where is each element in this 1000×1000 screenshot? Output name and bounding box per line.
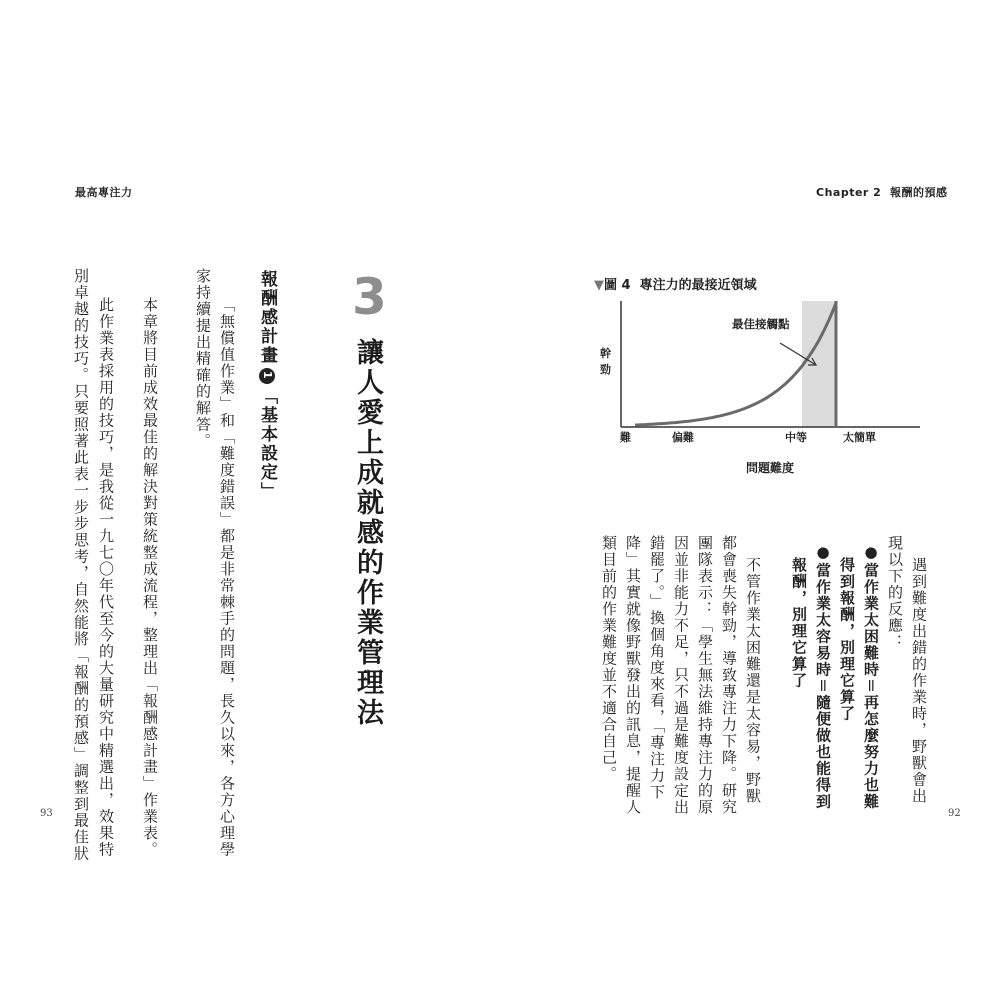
figure-caption [594,274,757,293]
body-column-4: 此作業表採用的技巧，是我從一九七〇年代至今的大量研究中精選出，效果特 [97,297,115,858]
x-tick-label: 中等 [785,431,807,444]
body-column-5: 別卓越的技巧。只要照著此表一步步思考，自然能將「報酬的預感」調整到最佳狀 [72,268,90,862]
page-number-right: 92 [948,808,961,819]
bullet-item [860,543,882,810]
circled-number-icon: 1 [259,368,275,384]
annotation-label: 最佳接觸點 [732,317,790,331]
body-column-5: 團隊表示：「學生無法維持專注力的原 [696,535,714,816]
optimal-zone-band [802,301,836,427]
effort-difficulty-chart [590,295,930,480]
x-axis-label: 問題難度 [746,461,795,475]
bullet-text: 當作業太容易時＝隨便做也能得到 [814,562,832,811]
running-header-left: 最高專注力 [75,186,133,199]
bullet-dot-icon: ● [862,543,880,563]
body-column-3: 不管作業太困難還是太容易，野獸 [744,557,762,805]
bullet-continuation: 報酬，別理它算了 [790,557,808,689]
triangle-down-icon: ▼ [594,278,604,293]
section-title-sub: 「基本設定」 [257,387,277,501]
body-column-8: 降」其實就像野獸發出的訊息，提醒人 [624,535,642,816]
bullet-continuation: 得到報酬，別理它算了 [838,557,856,722]
header-title: 報酬的預感 [890,186,948,199]
x-tick-label: 偏難 [672,431,694,444]
body-column-2: 「無償值作業」和「難度錯誤」都是非常棘手的問題，長久以來，各方心理學 [218,297,236,858]
y-axis-label-line2: 勁 [600,363,611,376]
running-header-right [816,184,948,200]
bullet-text: 當作業太困難時＝再怎麼努力也難 [862,562,880,811]
header-chapter: Chapter 2 [816,186,882,199]
y-axis-label-line1: 幹 [600,347,611,360]
body-column-3: 本章將目前成效最佳的解決對策統整成流程，整理出「報酬感計畫」作業表。 [141,297,159,858]
body-column-9: 類目前的作業難度並不適合自己。 [600,535,618,783]
section-title [255,270,280,501]
section-number: 3 [352,268,387,326]
x-tick-label: 難 [620,431,631,444]
chapter-title: 讓人愛上成就感的作業管理法 [352,338,383,728]
figure-label: 圖 4 [604,278,631,293]
body-column-2: 現以下的反應： [886,535,904,651]
x-tick-label: 太簡單 [843,431,876,444]
body-column-1: 遇到難度出錯的作業時，野獸會出 [910,557,928,805]
page-number-left: 93 [40,808,53,819]
section-title-main: 報酬感計畫 [257,270,277,365]
body-column-7: 錯罷了。」換個角度來看，「專注力下 [648,535,666,801]
body-column-6: 因並非能力不足，只不過是難度設定出 [672,535,690,816]
bullet-dot-icon: ● [814,543,832,563]
body-column-1: 家持續提出精確的解答。 [194,268,212,450]
figure-title: 專注力的最接近領域 [639,278,757,293]
body-column-4: 都會喪失幹勁，導致專注力下降。研究 [720,535,738,816]
bullet-item [812,543,834,810]
